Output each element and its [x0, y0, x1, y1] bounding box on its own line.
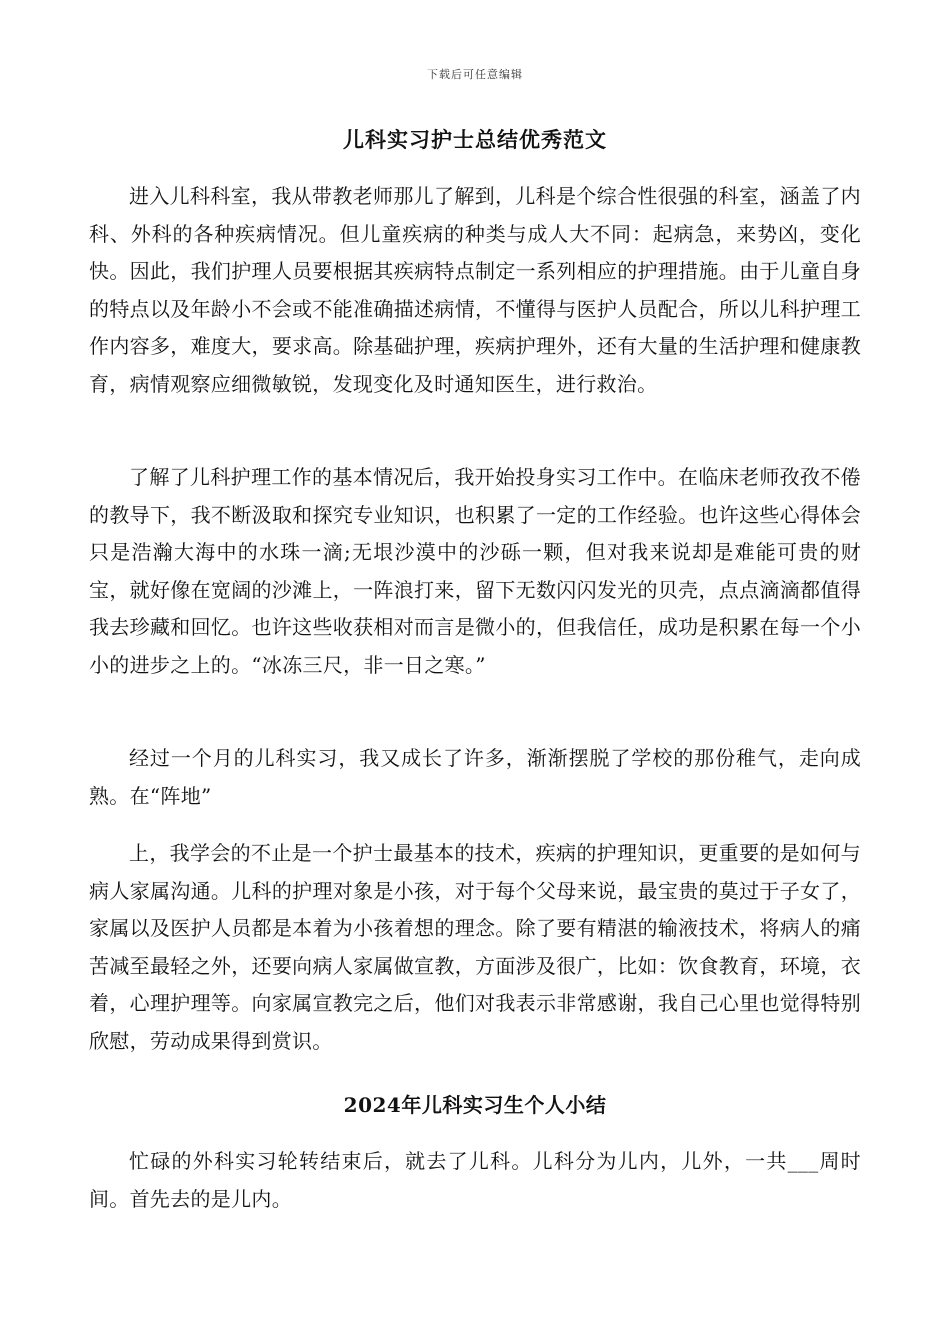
section-subtitle: 2024年儿科实习生个人小结	[343, 1093, 607, 1117]
document-title: 儿科实习护士总结优秀范文	[343, 127, 607, 152]
paragraph-2: 了解了儿科护理工作的基本情况后，我开始投身实习工作中。在临床老师孜孜不倦的教导下，我不断汲取和探究专业知识，也积累了一定的工作经验。也许这些心得体会只是浩瀚大海中的水珠一滴;无垠沙漠中的沙砾一颗，但对我来说却是难能可贵的财宝，就好像在宽阔的沙滩上，一阵浪打来，留下无数闪闪发光的贝壳，点点滴滴都值得我去珍藏和回忆。也许这些收获相对而言是微小的，但我信任，成功是积累在每一个小小的进步之上的。“冰冻三尺，非一日之寒。”	[89, 465, 861, 677]
paragraph-1: 进入儿科科室，我从带教老师那儿了解到，儿科是个综合性很强的科室，涵盖了内科、外科的各种疾病情况。但儿童疾病的种类与成人大不同：起病急，来势凶，变化快。因此，我们护理人员要根据其疾病特点制定一系列相应的护理措施。由于儿童自身的特点以及年龄小不会或不能准确描述病情，不懂得与医护人员配合，所以儿科护理工作内容多，难度大，要求高。除基础护理，疾病护理外，还有大量的生活护理和健康教育，病情观察应细微敏锐，发现变化及时通知医生，进行救治。	[89, 184, 861, 396]
header-note: 下载后可任意编辑	[427, 68, 523, 81]
paragraph-4: 上，我学会的不止是一个护士最基本的技术，疾病的护理知识，更重要的是如何与病人家属沟通。儿科的护理对象是小孩，对于每个父母来说，最宝贵的莫过于子女了，家属以及医护人员都是本着为小孩着想的理念。除了要有精湛的输液技术，将病人的痛苦减至最轻之外，还要向病人家属做宣教，方面涉及很广，比如：饮食教育，环境，衣着，心理护理等。向家属宣教完之后，他们对我表示非常感谢，我自己心里也觉得特别欣慰，劳动成果得到赏识。	[89, 841, 861, 1053]
paragraph-3: 经过一个月的儿科实习，我又成长了许多，渐渐摆脱了学校的那份稚气，走向成熟。在“阵地”	[89, 746, 861, 808]
paragraph-5: 忙碌的外科实习轮转结束后，就去了儿科。儿科分为儿内，儿外，一共___周时间。首先去的是儿内。	[89, 1149, 861, 1211]
